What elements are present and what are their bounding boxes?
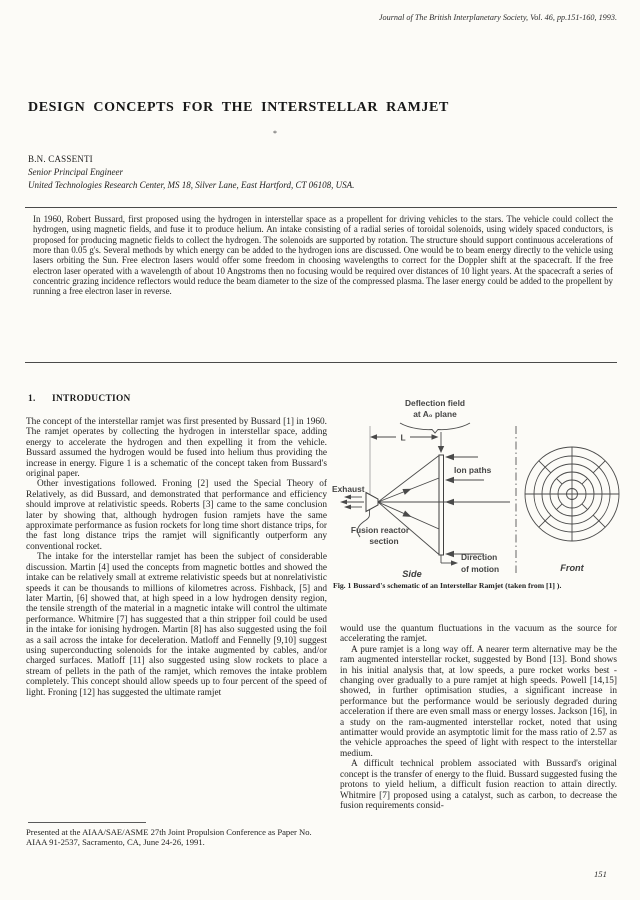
fig-label-fusion-reactor: Fusion reactor xyxy=(350,525,410,535)
trajectory-line xyxy=(378,456,439,503)
paragraph: The concept of the interstellar ramjet was first presented by Bussard [1] in 1960. The ramjet operates by collecting the hydrogen in interstellar space, adding energy to accelerate the hydrogen and then expelling it from the vehicle. Bussard assumed the hydrogen would be fused into helium thus providing the increase in energy. Figure 1 is a schematic of the concept taken from Bussard's original paper. xyxy=(26,417,327,480)
exhaust-arrow-icon xyxy=(344,495,351,500)
figure-caption: Fig. 1 Bussard's schematic of an Interstellar Ramjet (taken from [1] ). xyxy=(333,581,562,590)
ion-arrow-icon xyxy=(445,499,454,505)
fig-label-ion-paths: Ion paths xyxy=(454,465,492,475)
fig-label-a0-plane: at A₀ plane xyxy=(413,409,457,419)
dim-arrow-right-icon xyxy=(432,434,439,440)
paragraph: would use the quantum fluctuations in the vacuum as the source for accelerating the ramjet. xyxy=(340,624,617,645)
paragraph: The intake for the interstellar ramjet has been the subject of considerable discussion. Martin [4] used the concepts from magnetic bottles and showed the intake can be relatively small at extreme relativistic speeds but at nonrelativistic speeds it can be thousands to millions of kilometres across. Fishback, [5] and later Martin, [6] showed that, at high speed in a low hydrogen density region, the tensile strength of the material in a magnetic intake will control the ultimate performance. Whitmire [7] has suggested that a thin stripper foil could be used in the intake for ionising hydrogen. Martin [8] has also suggested using the foil as a sail across the intake for deceleration. Matloff and Fennelly [9,10] suggest using superconducting solenoids for the intake augmented by cables, and/or charged surfaces. Matloff [11] also suggested using slow rockets to place a stream of pellets in the path of the ramjet, which removes the intake problem completely. This concept should allow speeds up to four percent of the speed of light. Froning [12] has suggested the ultimate ramjet xyxy=(26,552,327,698)
trajectory-arrowhead-icon xyxy=(402,486,412,495)
title-footnote-mark: * xyxy=(273,129,277,138)
fig-label-direction: Direction xyxy=(461,552,498,562)
abstract-top-rule xyxy=(25,207,617,208)
section-number: 1. xyxy=(28,394,36,404)
ion-arrow-icon xyxy=(445,551,454,557)
front-view-rings xyxy=(525,447,619,541)
dim-arrow-left-icon xyxy=(370,434,377,440)
abstract-text: In 1960, Robert Bussard, first proposed using the hydrogen in interstellar space as a propellent for driving vehicles to the stars. The vehicle could collect the hydrogen, using magnetic fields, and fuse it to produce helium. An intake consisting of a radial series of toroidal solenoids, using widely spaced conductors, is proposed for producing magnetic fields to collect the hydrogen. The solenoids are supported by rotation. The structure should support continuous accelerations of more than 0.05 g's. Several methods by which energy can be added to the hydrogen ions are discussed. One would be to beam energy directly to the vehicle using lasers orbiting the Sun. Free electron lasers would offer some freedom in choosing wavelengths to correct for the Doppler shift at the spacecraft. If the free electron laser operated with a wavelength of about 10 Angstroms then no focusing would be required over distances of 10 light years. At the spacecraft a series of concentric grazing incidence reflectors would reduce the beam diameter to the size of the compressed plasma. The laser energy could be added to the propellent by running a free electron laser in reverse. xyxy=(33,214,613,297)
fig-label-exhaust: Exhaust xyxy=(332,484,365,494)
author-role: Senior Principal Engineer xyxy=(28,167,123,177)
section-heading xyxy=(28,394,131,404)
down-arrowhead-icon xyxy=(438,446,444,453)
ion-arrow-icon xyxy=(445,477,454,483)
exhaust-arrow-icon xyxy=(344,505,351,510)
author-name: B.N. CASSENTI xyxy=(28,154,93,164)
paper-title: DESIGN CONCEPTS FOR THE INTERSTELLAR RAMJET xyxy=(28,100,449,115)
abstract-bottom-rule xyxy=(25,362,617,363)
fig-label-deflection-field: Deflection field xyxy=(404,398,466,408)
trajectory-arrowhead-icon xyxy=(402,511,412,520)
fig-label-section: section xyxy=(369,536,399,546)
footnote-rule xyxy=(28,822,146,823)
page-number: 151 xyxy=(594,869,607,879)
fig-label-side: Side xyxy=(402,569,422,579)
right-column xyxy=(340,624,617,811)
deflection-plane-bar xyxy=(439,455,444,555)
ion-arrow-icon xyxy=(445,454,454,460)
left-column xyxy=(26,417,327,698)
journal-header: Journal of The British Interplanetary Society, Vol. 46, pp.151-160, 1993. xyxy=(378,13,617,22)
fusion-reactor-cone xyxy=(366,493,378,512)
conference-footnote: Presented at the AIAA/SAE/ASME 27th Joint Propulsion Conference as Paper No. AIAA 91-2537, Sacramento, CA, June 24-26, 1991. xyxy=(26,827,312,848)
paragraph: Other investigations followed. Froning [2] used the Special Theory of Relatively, as did Bussard, and demonstrated that performance and efficiency should improve at relativistic speeds. Roberts [3] came to the same conclusion later by showing that, although hydrogen fusion ramjets have the same approximate performance as fusion rockets for long time short distance trips, for the fast long distance trips the ramjet will significantly outperform any conventional rocket. xyxy=(26,479,327,552)
exhaust-arrow-icon xyxy=(340,500,347,505)
fig-label-front: Front xyxy=(560,563,584,573)
fig-label-length: L xyxy=(400,432,406,443)
direction-arrow-icon xyxy=(451,560,458,565)
paragraph: A difficult technical problem associated with Bussard's original concept is the transfer of energy to the fluid. Bussard suggested fusing the protons to yield helium, a difficult fusion reaction to attain directly. Whitmire [7] proposed using a catalyst, such as carbon, to decrease the fusion requirements consid- xyxy=(340,759,617,811)
figure-1-ramjet-schematic xyxy=(332,396,624,579)
fig-label-of-motion: of motion xyxy=(461,564,500,574)
paragraph: A pure ramjet is a long way off. A nearer term alternative may be the ram augmented interstellar rocket, suggested by Bond [13]. Bond shows in his initial analysis that, at low speeds, a pure rocket works best - changing over gradually to a pure ramjet at high speeds. Powell [14,15] showed, in further optimisation studies, a significant increase in performance but the performance would be seriously degraded during acceleration if there are even small mass or energy losses. Jackson [16], in a study on the ram-augmented interstellar rocket, noted that using antimatter would provide an asymptotic limit for the mass ratio of 2.57 as the vehicle approaches the speed of light with respect to the interstellar medium. xyxy=(340,644,617,759)
underbrace xyxy=(400,423,470,433)
author-affiliation: United Technologies Research Center, MS 18, Silver Lane, East Hartford, CT 06108, USA. xyxy=(28,180,355,190)
section-title: INTRODUCTION xyxy=(52,394,131,404)
